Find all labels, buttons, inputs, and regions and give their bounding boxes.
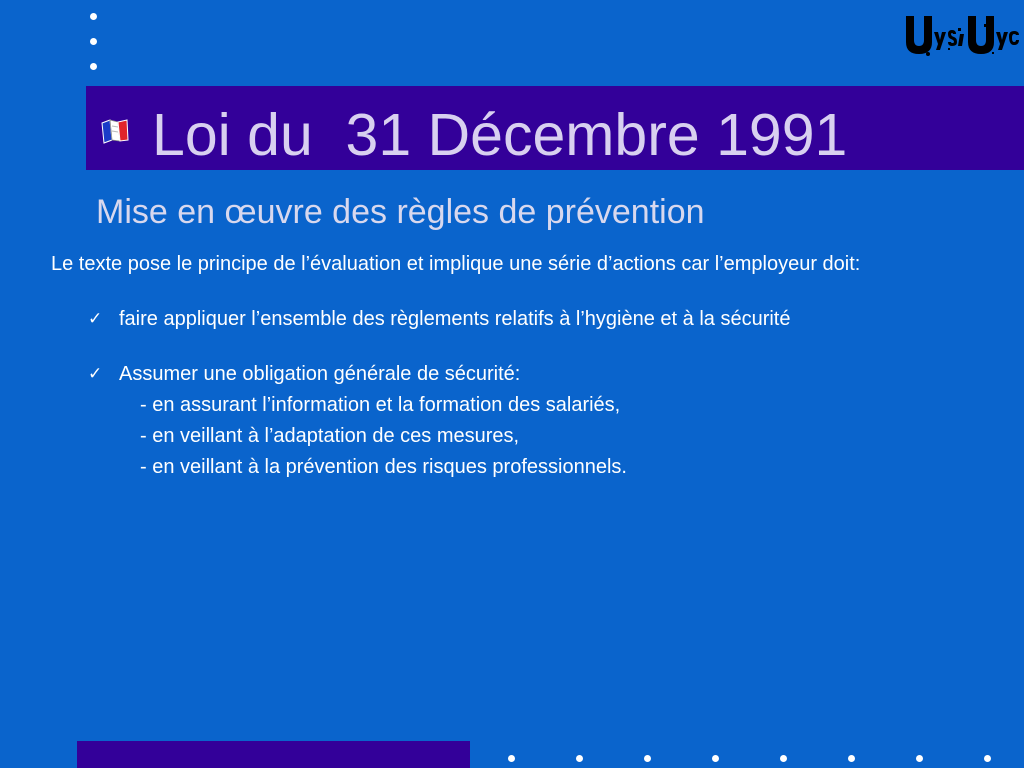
decorative-dot <box>90 38 97 45</box>
checklist-item <box>88 362 908 386</box>
sub-list-item: - en assurant l’information et la formation des salariés, <box>140 394 621 416</box>
decorative-dot <box>644 755 651 762</box>
decorative-dot <box>984 755 991 762</box>
book-flag-icon <box>100 118 130 144</box>
slide-title: Loi du 31 Décembre 1991 <box>152 102 848 168</box>
slide-subtitle: Mise en œuvre des règles de prévention <box>96 193 705 231</box>
decorative-dot <box>508 755 515 762</box>
sub-list-item: - en veillant à l’adaptation de ces mesures, <box>140 425 520 447</box>
wysiwyg-logo <box>904 10 1020 58</box>
bottom-bar <box>77 741 470 768</box>
decorative-dot <box>712 755 719 762</box>
decorative-dot <box>576 755 583 762</box>
checklist-item-text: faire appliquer l’ensemble des règlements relatifs à l’hygiène et à la sécurité <box>119 308 791 330</box>
checklist-item-text: Assumer une obligation générale de sécurité: <box>119 363 521 385</box>
intro-paragraph: Le texte pose le principe de l’évaluation et implique une série d’actions car l’employeur doit: <box>51 253 861 275</box>
decorative-dot <box>848 755 855 762</box>
checkmark-icon: ✓ <box>88 309 103 329</box>
decorative-dot <box>90 63 97 70</box>
decorative-dot <box>916 755 923 762</box>
decorative-dot <box>780 755 787 762</box>
decorative-dot <box>90 13 97 20</box>
checkmark-icon: ✓ <box>88 364 103 384</box>
sub-list-item: - en veillant à la prévention des risques professionnels. <box>140 456 627 478</box>
checklist-item <box>88 307 908 331</box>
